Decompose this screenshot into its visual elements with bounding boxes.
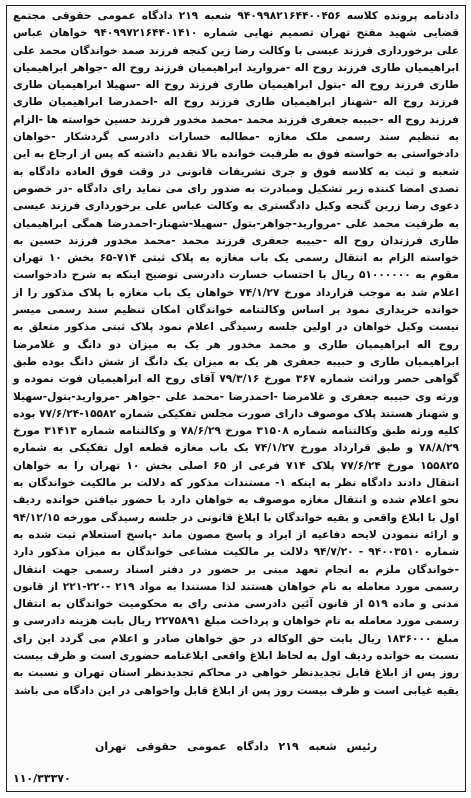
notice-code: ۱۱۰/۳۳۳۷۰ [13, 772, 71, 785]
court-verdict-text: دادنامه پرونده کلاسه ۹۴۰۹۹۸۲۱۶۴۴۰۰۴۵۶ شعبه ۲۱۹ دادگاه عمومی حقوقی مجتمع قضایی شهید مفتح تهران تصمیم نهایی شماره ۹۴۰۹۹۷۲۱۶۴۴۰۱۴۱۰ خواهان عباس علی برخورداری فرزند عیسی با وکالت رضا زین کنجه فرزند صمد خواندگان محمد علی ابراهیمیان طاری فرزند روح اله -مروارید ابراهیمیان فرزند روح اله -جواهر ابراهیمیان طاری فرزند روح اله -بتول ابراهیمیان طاری فرزند روح اله -سهیلا ابراهیمیان طاری فرزند روح اله -شهناز ابراهیمیان طاری فرزند روح اله -احمدرضا ابراهیمیان طاری فرزند روح اله -حبیبه جعفری فرزند محمد -محمد مخدور فرزند حسین خواسته ها -الزام به تنظیم سند رسمی ملک مغازه -مطالبه خسارات دادرسی گردشکار -خواهان دادخواستی به خواسته فوق به طرفیت خوانده بالا تقدیم داشته که پس از ارجاع به این شعبه و ثبت به کلاسه فوق و جری تشریفات قانونی در وقت فوق العاده دادگاه به تصدی امضا کننده زیر تشکیل ومبادرت به صدور رای می نماید رای دادگاه -در خصوص دعوی رضا زرین گنجه وکیل دادگستری به وکالت عباس علی برخورداری فرزند عیسی به طرفیت محمد علی -مروارید-جواهر-بتول -سهیلا-شهناز-احمدرضا همگی ابراهیمیان طاری فرزندان روح اله -حبیبه جعفری فرزند محمد -محمد مخدور فرزند حسین به خواسته الزام به انتقال رسمی یک باب مغازه به پلاک ثبتی ۷۱۴-۶۵ بخش ۱۰ تهران مقوم به ۵۱۰۰۰۰۰۰ ریال با احتساب خسارت دادرسی توضیح اینکه به شرح دادخواست اعلام شد به موجب قرارداد مورخ ۷۴/۱/۲۷ خواهان یک باب مغازه با پلاک مذکور را از خوانده خریداری نمود بر اساس وکالتنامه خواندگان امکان تنظیم سند رسمی میسر نیست وکیل خواهان در اولین جلسه رسیدگی اعلام نمود پلاک ثبتی مذکور متعلق به روح اله ابراهیمیان طاری و محمد مخدور هر یک به میزان دو دانگ و غلامرضا ابراهیمیان طاری و حبیبه جعفری هر یک به میزان یک دانگ از شش دانگ بوده طبق گواهی حصر وراثت شماره ۳۶۷ مورخ ۷۹/۳/۱۶ آقای روح اله ابراهیمیان فوت نموده و ورثه وی حبیبه جعفری و غلامرضا -احمدرضا -محمد علی -جواهر -مروارید-بتول-سهیلا و شهناز هستند پلاک موصوف دارای صورت مجلس تفکیکی شماره ۱۵۵۸۲-۷۷/۶/۲۴ بوده کلیه ورثه طبق وکالتنامه شماره ۳۱۵۰۸ مورخ ۷۸/۶/۲۹ و وکالتنامه شماره ۳۱۴۱۳ مورخ ۷۸/۸/۲۹ و طبق قرارداد مورخ ۷۴/۱/۲۷ یک باب مغازه قطعه اول تفکیکی به شماره ۱۵۵۸۲۵ مورخ ۷۷/۶/۲۴ پلاک ۷۱۴ فرعی از ۶۵ اصلی بخش ۱۰ تهران را به خواهان انتقال دادند دادگاه نظر به اینکه ۱- مستندات مذکور که دلالت بر مالکیت خواندگان به نحو اعلام شده و انتقال مغازه موصوف به خواهان دارد با حضور نیافتن خوانده ردیف اول با ابلاغ واقعی و بقیه خواندگان با ابلاغ قانونی در جلسه رسیدگی مورخه ۹۴/۱۲/۱۵ و ارائه ننمودن لایحه دفاعیه از ایراد و پاسخ مصون ماند -پاسخ استعلام ثبت شده به شماره ۹۴۰۰۳۵۱۰ - ۹۴/۷/۲۰ دلالت بر مالکیت مشاعی خواندگان به میزان مذکور دارد -خواندگان ملزم به انجام تعهد مبنی بر حضور در دفتر اسناد رسمی جهت انتقال رسمی مورد معامله به نام خواهان هستند لذا مستندا به مواد ۲۱۹ -۲۲۰-۲۲۱ از قانون مدنی و ماده ۵۱۹ از قانون آئین دادرسی مدنی رای به محکومیت خواندگان به انتقال رسمی مورد معامله به نام خواهان و پرداخت مبلغ ۲۲۷۵۸۹۱ ریال بابت هزینه دادرسی و مبلغ ۱۸۳۶۰۰۰ ریال بابت حق الوکاله در حق خواهان صادر و اعلام می گردد این رای نسبت به خوانده ردیف اول به لحاظ ابلاغ واقعی ابلاغنامه حضوری است و ظرف بیست روز پس از ابلاغ قابل تجدیدنظر خواهی در محاکم تجدیدنظر استان تهران و نسبت به بقیه غیابی است و ظرف بیست روز پس از ابلاغ قابل واخواهی در این دادگاه می باشد [13, 10, 460, 697]
judge-signature-line: رئیس شعبه ۲۱۹ دادگاه عمومی حقوقی تهران [94, 740, 378, 753]
notice-frame [6, 5, 466, 792]
